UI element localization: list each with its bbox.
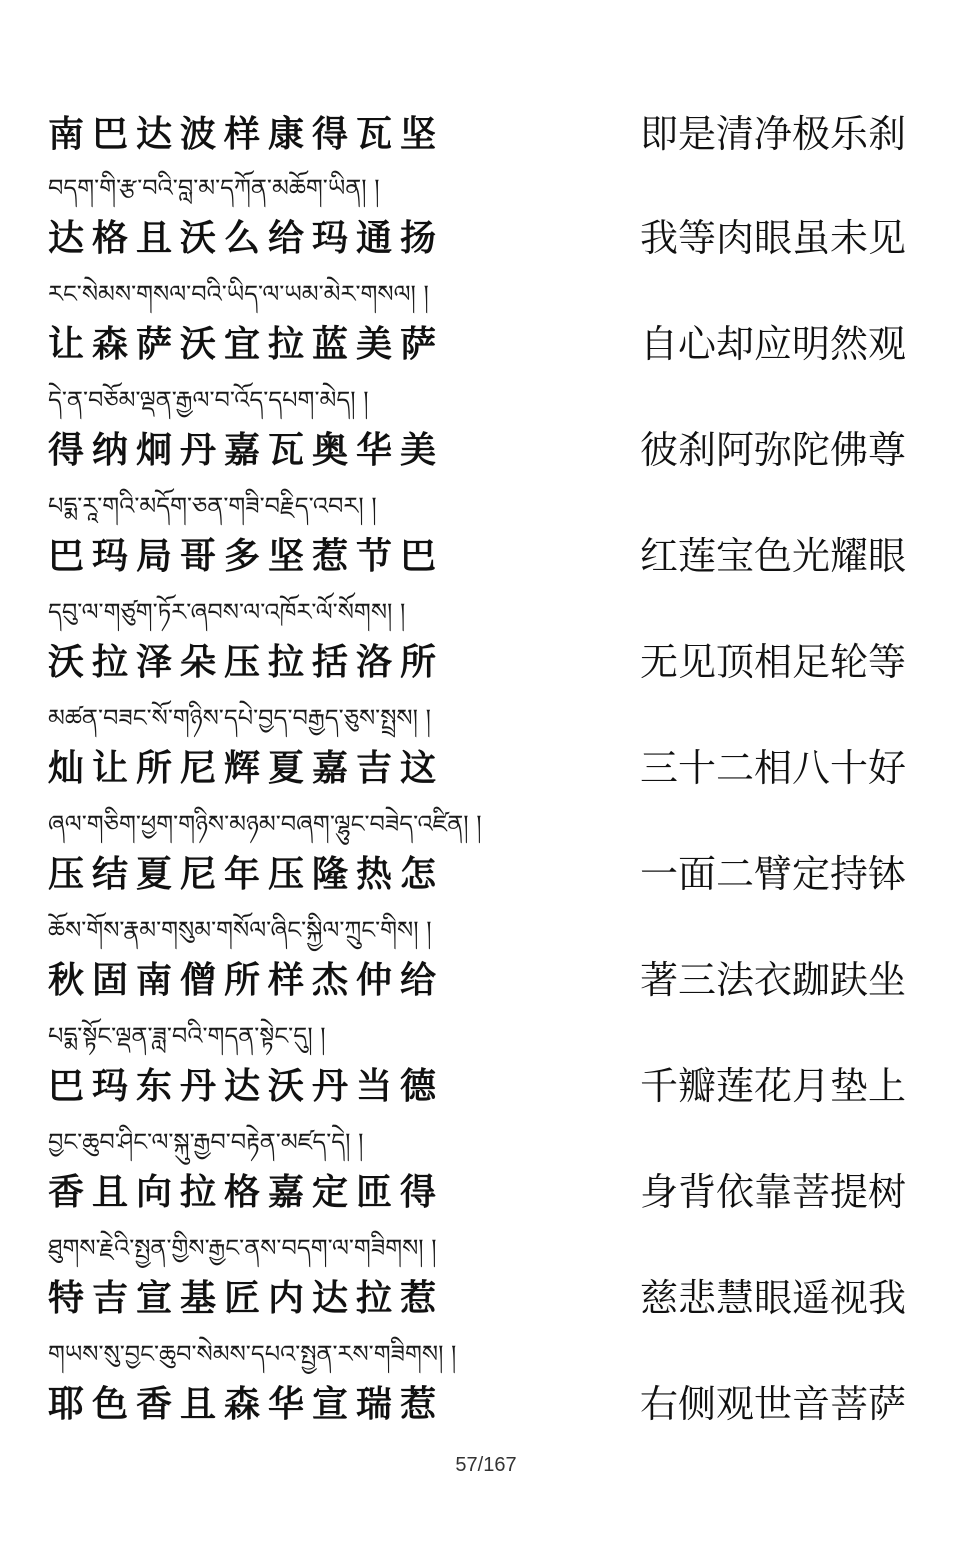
chinese-line: 千瓣莲花月垫上 xyxy=(639,1064,906,1108)
phonetic-line: 得纳炯丹嘉瓦奥华美 xyxy=(48,429,445,471)
phonetic-line: 香且向拉格嘉定匝得 xyxy=(48,1171,445,1213)
phonetic-line: 灿让所尼辉夏嘉吉这 xyxy=(48,747,445,789)
verse-9 xyxy=(0,910,972,1015)
tibetan-line: གཡས་སུ་བྱང་ཆུབ་སེམས་དཔའ་སྤྱན་རས་གཟིགས། ། xyxy=(48,1340,457,1368)
verse-7 xyxy=(0,698,972,803)
chinese-line: 一面二臂定持钵 xyxy=(639,852,906,896)
verse-4 xyxy=(0,380,972,485)
verse-6 xyxy=(0,592,972,697)
chinese-line: 自心却应明然观 xyxy=(639,322,906,366)
chinese-line: 三十二相八十好 xyxy=(639,746,906,790)
page-number: 57/167 xyxy=(455,1454,517,1476)
chinese-line: 红莲宝色光耀眼 xyxy=(639,534,906,578)
tibetan-line: རང་སེམས་གསལ་བའི་ཡིད་ལ་ཡམ་མེར་གསལ། ། xyxy=(48,280,429,308)
tibetan-line: ཐུགས་རྗེའི་སྤྱན་གྱིས་རྒྱང་ནས་བདག་ལ་གཟིགས། ། xyxy=(48,1234,437,1262)
tibetan-line: ཞལ་གཅིག་ཕྱག་གཉིས་མཉམ་བཞག་ལྷུང་བཟེད་འཛིན། ། xyxy=(48,810,482,838)
chinese-line: 彼刹阿弥陀佛尊 xyxy=(639,428,906,472)
chinese-line: 身背依靠菩提树 xyxy=(639,1170,906,1214)
verse-13 xyxy=(0,1334,972,1439)
verse-12 xyxy=(0,1228,972,1333)
phonetic-line: 达格且沃么给玛通扬 xyxy=(48,217,445,259)
chinese-line: 著三法衣跏趺坐 xyxy=(639,958,906,1002)
tibetan-line: བདག་གི་རྩ་བའི་བླ་མ་དཀོན་མཆོག་ཡིན། ། xyxy=(48,174,380,202)
tibetan-line: དབུ་ལ་གཙུག་ཏོར་ཞབས་ལ་འཁོར་ལོ་སོགས། ། xyxy=(48,598,406,626)
verse-10 xyxy=(0,1016,972,1121)
phonetic-line: 巴玛东丹达沃丹当德 xyxy=(48,1065,445,1107)
verse-5 xyxy=(0,486,972,591)
tibetan-line: ཆོས་གོས་རྣམ་གསུམ་གསོལ་ཞིང་སྐྱིལ་ཀྲུང་གིས། ། xyxy=(48,916,432,944)
phonetic-line: 巴玛局哥多坚惹节巴 xyxy=(48,535,445,577)
phonetic-line: 耶色香且森华宣瑞惹 xyxy=(48,1383,445,1425)
verse-3 xyxy=(0,274,972,379)
tibetan-line: པདྨ་རཱ་གའི་མདོག་ཅན་གཟི་བརྗིད་འབར། ། xyxy=(48,492,377,520)
tibetan-line: བྱང་ཆུབ་ཤིང་ལ་སྐུ་རྒྱབ་བརྟེན་མཛད་དེ། ། xyxy=(48,1128,364,1156)
phonetic-line: 秋固南僧所样杰仲给 xyxy=(48,959,445,1001)
phonetic-line: 南巴达波样康得瓦坚 xyxy=(48,113,445,155)
chinese-line: 慈悲慧眼遥视我 xyxy=(639,1276,906,1320)
chinese-line: 右侧观世音菩萨 xyxy=(639,1382,906,1426)
phonetic-line: 让森萨沃宜拉蓝美萨 xyxy=(48,323,445,365)
chinese-line: 我等肉眼虽未见 xyxy=(639,216,906,260)
phonetic-line: 沃拉泽朵压拉括洛所 xyxy=(48,641,445,683)
phonetic-line: 特吉宣基匠内达拉惹 xyxy=(48,1277,445,1319)
tibetan-line: དེ་ན་བཅོམ་ལྡན་རྒྱལ་བ་འོད་དཔག་མེད། ། xyxy=(48,386,369,414)
verse-8 xyxy=(0,804,972,909)
chinese-line: 无见顶相足轮等 xyxy=(639,640,906,684)
tibetan-line: མཚན་བཟང་སོ་གཉིས་དཔེ་བྱད་བརྒྱད་ཅུས་སྤྲས། ། xyxy=(48,704,431,732)
tibetan-line: པདྨ་སྟོང་ལྡན་ཟླ་བའི་གདན་སྟེང་དུ། ། xyxy=(48,1022,326,1050)
phonetic-line: 压结夏尼年压隆热怎 xyxy=(48,853,445,895)
verse-2 xyxy=(0,168,972,273)
chinese-line: 即是清净极乐刹 xyxy=(639,112,906,156)
verse-11 xyxy=(0,1122,972,1227)
